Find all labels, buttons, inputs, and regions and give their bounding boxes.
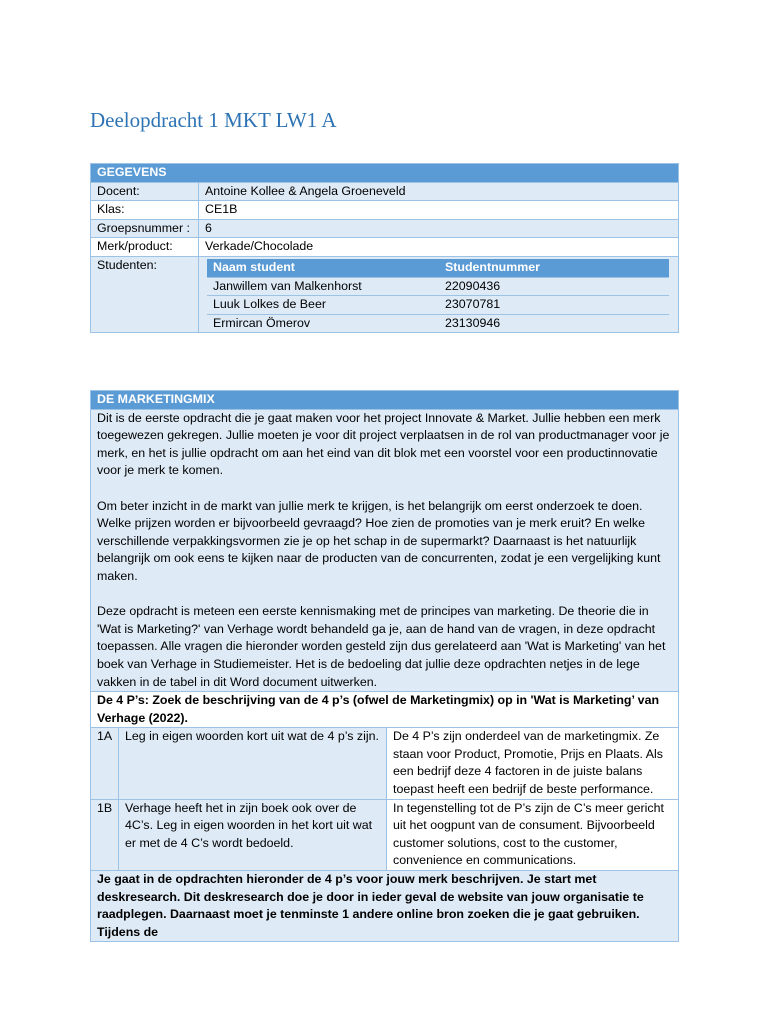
row-label-docent: Docent: bbox=[91, 182, 199, 201]
row-label-groepsnummer: Groepsnummer : bbox=[91, 219, 199, 238]
row-label-merk: Merk/product: bbox=[91, 238, 199, 257]
gegevens-table bbox=[90, 163, 679, 333]
table-row bbox=[91, 182, 679, 201]
table-row bbox=[91, 256, 679, 332]
row-value-docent: Antoine Kollee & Angela Groeneveld bbox=[199, 182, 679, 201]
question-text: Leg in eigen woorden kort uit wat de 4 p’s zijn. bbox=[119, 728, 387, 799]
section-4p-heading: De 4 P’s: Zoek de beschrijving van de 4 p’s (ofwel de Marketingmix) op in 'Wat is Marketing’ van Verhage (2022). bbox=[91, 692, 679, 728]
table-row bbox=[207, 296, 669, 315]
col-header-name: Naam student bbox=[207, 259, 439, 277]
intro-paragraph: Dit is de eerste opdracht die je gaat maken voor het project Innovate & Market. Jullie hebben een merk toegewezen gekregen. Jullie moeten je voor dit project verplaatsen in de rol van productmanager voor je merk, en het is jullie opdracht om aan het eind van dit blok met een voorstel voor een productinnovatie voor je merk te komen. bbox=[97, 410, 670, 478]
student-name: Ermircan Ömerov bbox=[207, 314, 439, 332]
student-number: 22090436 bbox=[439, 277, 669, 296]
student-name: Janwillem van Malkenhorst bbox=[207, 277, 439, 296]
deskresearch-text: Je gaat in de opdrachten hieronder de 4 p’s voor jouw merk beschrijven. Je start met deskresearch. Dit deskresearch doe je door in ieder geval de website van jouw organisatie te raadplegen. Daarnaast moet je tenminste 1 andere online bron zoeken die je gaat gebruiken. Tijdens de bbox=[91, 871, 679, 942]
row-label-klas: Klas: bbox=[91, 201, 199, 220]
table-row bbox=[91, 201, 679, 220]
marketingmix-table bbox=[90, 390, 679, 942]
row-value-klas: CE1B bbox=[199, 201, 679, 220]
gegevens-header: GEGEVENS bbox=[91, 164, 679, 183]
answer-field[interactable]: De 4 P’s zijn onderdeel van de marketingmix. Ze staan voor Product, Promotie, Prijs en Plaats. Als een bedrijf deze 4 factoren in de juiste balans toepast heeft een bedrijf de beste performance. bbox=[387, 728, 679, 799]
table-row bbox=[207, 277, 669, 296]
student-name: Luuk Lolkes de Beer bbox=[207, 296, 439, 315]
students-table bbox=[207, 259, 669, 332]
question-id: 1A bbox=[91, 728, 119, 799]
intro-text bbox=[91, 409, 679, 692]
document-title: Deelopdracht 1 MKT LW1 A bbox=[90, 108, 337, 132]
row-value-groepsnummer: 6 bbox=[199, 219, 679, 238]
intro-paragraph: Deze opdracht is meteen een eerste kennismaking met de principes van marketing. De theorie die in 'Wat is Marketing?' van Verhage wordt behandeld ga je, aan de hand van de vragen, in deze opdracht toepassen. Alle vragen die hieronder worden gesteld zijn dus gerelateerd aan 'Wat is Marketing' van het boek van Verhage in Studiemeister. Het is de bedoeling dat jullie deze opdrachten netjes in de lege vakken in de tabel in dit Word document uitwerken. bbox=[97, 604, 666, 689]
table-row bbox=[207, 314, 669, 332]
row-value-merk: Verkade/Chocolade bbox=[199, 238, 679, 257]
intro-paragraph: Om beter inzicht in de markt van jullie merk te krijgen, is het belangrijk om eerst onderzoek te doen. Welke prijzen worden er bijvoorbeeld gevraagd? Hoe zien de promoties van je merk eruit? En welke verschillende verpakkingsvormen zie je op het schap in de supermarkt? Daarnaast is het natuurlijk belangrijk om ook eens te kijken naar de producten van de concurrenten, zodat je een vergelijking kunt maken. bbox=[97, 498, 661, 583]
col-header-number: Studentnummer bbox=[439, 259, 669, 277]
table-row bbox=[91, 238, 679, 257]
row-label-studenten: Studenten: bbox=[91, 256, 199, 332]
student-number: 23070781 bbox=[439, 296, 669, 315]
student-number: 23130946 bbox=[439, 314, 669, 332]
question-id: 1B bbox=[91, 799, 119, 870]
question-text: Verhage heeft het in zijn boek ook over de 4C’s. Leg in eigen woorden in het kort uit wat er met de 4 C’s wordt bedoeld. bbox=[119, 799, 387, 870]
students-header-row bbox=[207, 259, 669, 277]
answer-field[interactable]: In tegenstelling tot de P’s zijn de C’s meer gericht uit het oogpunt van de consument. Bijvoorbeeld customer solutions, cost to the customer, convenience en communications. bbox=[387, 799, 679, 870]
students-cell bbox=[199, 256, 679, 332]
marketingmix-header: DE MARKETINGMIX bbox=[91, 391, 679, 410]
question-row-1b bbox=[91, 799, 679, 870]
table-row bbox=[91, 219, 679, 238]
question-row-1a bbox=[91, 728, 679, 799]
